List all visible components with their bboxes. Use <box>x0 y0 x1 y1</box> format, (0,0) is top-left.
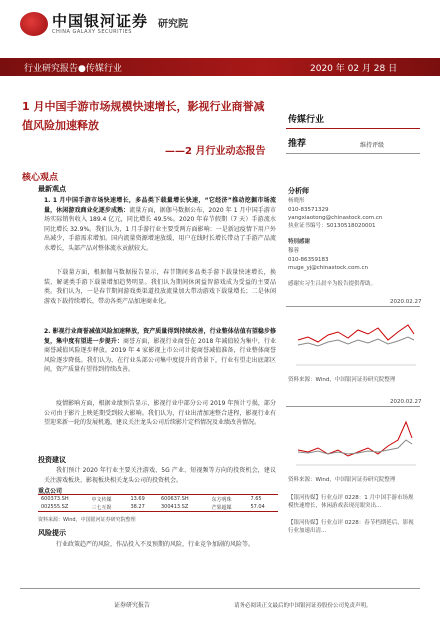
footer-divider <box>20 588 420 589</box>
invest-text: 我们预计 2020 年行业主要关注游戏、5G 产业、短视频等方向的投资机会，建议关注游戏板块、影视板块相关龙头公司的投资机会。 <box>44 467 276 484</box>
related-report[interactable]: 【银河传媒】行业点评 0228：1 月中国手游市场规模快速增长，休闲游戏表现亮眼突出… <box>288 495 414 509</box>
report-subtitle: ——2 月行业动态报告 <box>165 146 266 157</box>
table-cell: 芒果超媒 <box>211 504 232 511</box>
footer-right <box>234 592 372 611</box>
table-cell: 38.27 <box>130 504 145 510</box>
point-1b: 下载量方面，根据伽马数据报告显示，春节期间多品类手游下载量快速增长，换装、解谜类手游下载量增加趋势明显。我们认为期间休闲益智游戏成为受益的主要品类。我们认为，一是春节期间游戏类渠道投放流量加大带动游戏下载量增长；二是休闲游戏下载持续增长，带动各类产品加速商业化。 <box>44 269 276 305</box>
analyst-email[interactable]: yangxiaotong@chinastock.com.cn <box>288 215 383 221</box>
contact-email[interactable]: muge_yj@chinastock.com.cn <box>288 265 368 271</box>
contact-label: 特别感谢 <box>288 239 311 245</box>
footer-left <box>114 592 150 611</box>
table-row <box>38 495 278 504</box>
report-title: 1 月中国手游市场规模快速增长，影视行业商誉减值风险加速释放 <box>22 100 265 132</box>
divider <box>286 128 420 129</box>
table-cell: 13.69 <box>130 496 145 502</box>
logo-icon <box>20 12 48 36</box>
analyst-label: 分析师 <box>288 187 309 195</box>
point-2-text: 商誉方面，影视行业商誉在 2018 年减值较为集中，行业商誉减值风险逐步释放。2019 年 4 家影视上市公司计提商誉减值准备，行业整体商誉风险逐步降低。我们认为，在行业头部公司集中度提升的背景下，行业有望走出底部区间，资产质量有望得到持续改善。 <box>44 337 276 373</box>
industry-label: 传媒行业 <box>288 115 325 125</box>
risk-heading: 风险提示 <box>38 529 66 537</box>
chart2-image <box>288 410 418 472</box>
brand-en: CHINA GALAXY SECURITIES <box>52 29 132 35</box>
banner-category: 行业研究报告●传媒行业 <box>24 64 122 74</box>
contact-name: 穆蓉 <box>288 248 300 254</box>
rating-note: 维持评级 <box>360 142 385 149</box>
banner-date: 2020 年 02 月 28 日 <box>310 64 398 74</box>
core-views-heading: 核心观点 <box>22 173 59 183</box>
analyst-name: 杨晓彤 <box>288 198 305 204</box>
analyst-phone: 010-83571329 <box>288 207 329 213</box>
point-1 <box>44 196 276 253</box>
point-2 <box>44 327 276 375</box>
footer-left-text: 证券研究报告 <box>114 602 151 609</box>
brand-cn: 中国银河证券 <box>52 12 149 30</box>
report-banner <box>0 58 440 76</box>
table-cell: 600637.SH <box>160 496 189 502</box>
table-cell: 中文传媒 <box>91 496 112 503</box>
point-2-lead: 2. 影视行业商誉减值风险加速释放，资产质量得到持续改善，行业整体估值有望稳步修复，集中度有望进一步提升： <box>44 328 276 345</box>
table-cell: 300413.SZ <box>160 504 189 510</box>
table-cell: 57.04 <box>250 504 265 510</box>
divider <box>286 406 420 407</box>
chart2-date: 2020.02.27 <box>390 399 422 405</box>
footer-disclaimer: 请务必阅读正文最后的中国银河证券股份公司免责声明。 <box>234 603 372 609</box>
table-row <box>38 503 278 512</box>
table-source: 资料来源：Wind，中国银河证券研究院整理 <box>38 517 136 523</box>
institute-label: 研究院 <box>158 18 189 30</box>
risk-text: 行业政策趋严的风险，作品投入不及预期的风险，行业竞争加剧的风险等。 <box>56 541 255 548</box>
chart1-date: 2020.02.27 <box>390 299 422 305</box>
thanks-note: 感谢实习生吕晨辛为报告提供帮助。 <box>288 281 377 287</box>
invest-heading: 投资建议 <box>38 456 66 464</box>
table-cell: 002555.SZ <box>41 504 69 510</box>
chart1-image <box>288 310 418 372</box>
divider <box>286 153 420 154</box>
point-1-text: 流量方面，据伽马数据公布，2020 年 1 月中国手游市场实际销售收入 189.4 亿元，同比增长 49.5%。2020 年春节假期（7 天）手游流水同比增长 32.9%。我们认为，1 月手游行业主要受两方面影响：一是新冠疫情下用户外出减少，手游需求增加。国内流量资源增速放缓，用户在线时长增长带动了手游产品流水增长，头部产品对整体流水贡献较大。 <box>44 206 276 252</box>
divider <box>286 306 420 307</box>
point-2b: 疫情影响方面，根据业绩预告显示，影视行业中部分公司 2019 年预计亏损，部分公司由于影片上映延期受到较大影响。我们认为，行业出清加速整合进程，影视行业有望迎来新一轮的发展机遇，建议关注龙头公司后续影片定档情况及业绩改善情况。 <box>44 400 276 426</box>
table-cell: 三七互娱 <box>91 504 112 511</box>
key-companies-table <box>38 494 278 512</box>
chart2-source: 资料来源：Wind，中国银河证券研究院整理 <box>288 477 396 483</box>
analyst-cert: 执业证书编号：S0130518020001 <box>288 223 376 229</box>
related-report[interactable]: 【银河传媒】行业点评 0228：春节档期延后，影视行业加速出清… <box>288 520 414 534</box>
chart1-source: 资料来源：Wind，中国银河证券研究院整理 <box>288 377 396 383</box>
table-heading: 重点公司 <box>38 488 63 495</box>
contact-phone: 010-86359183 <box>288 257 329 263</box>
table-cell: 东方明珠 <box>211 496 232 503</box>
table-cell: 7.65 <box>250 496 262 502</box>
table-cell: 600373.SH <box>41 496 69 502</box>
latest-views-heading: 最新观点 <box>38 185 66 193</box>
brand-logo <box>20 12 188 36</box>
point-1-lead: 1. 1 月中国手游市场快速增长，多品类下载量增长快速，“它经济”推动挖掘市场流量，休闲游戏商业化逐步成熟： <box>44 197 276 214</box>
rating-label: 推荐 <box>288 139 307 149</box>
